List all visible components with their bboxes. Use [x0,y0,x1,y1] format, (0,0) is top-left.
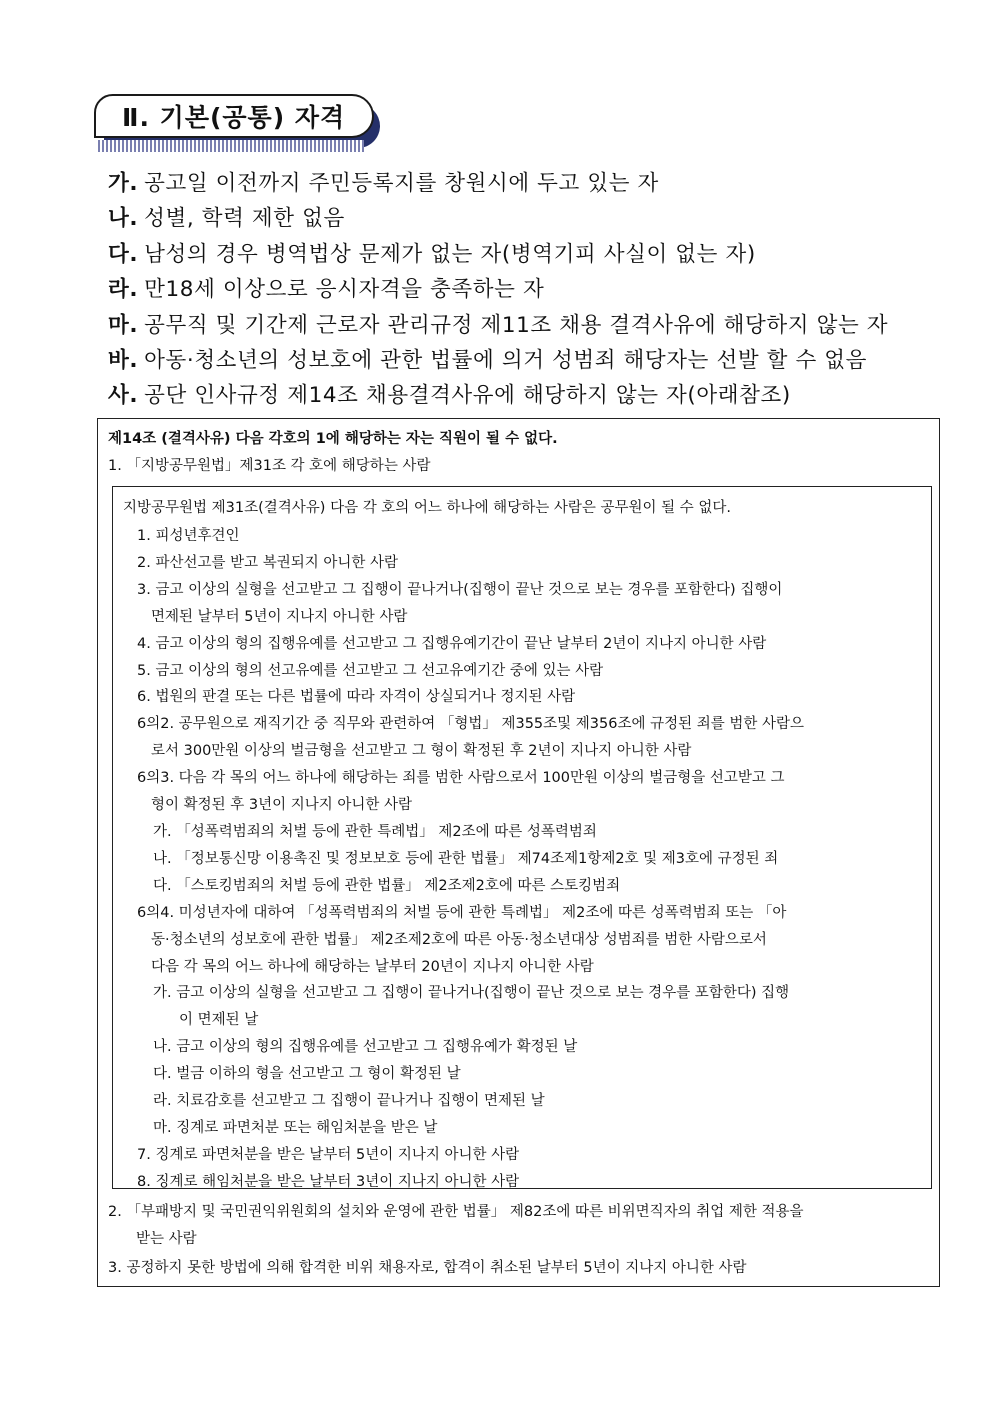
law31-line: 나. 「정보통신망 이용촉진 및 정보보호 등에 관한 법률」 제74조제1항제2호 및 제3호에 규정된 죄 [153,850,779,867]
law31-line: 5. 금고 이상의 형의 선고유예를 선고받고 그 선고유예기간 중에 있는 사람 [137,662,604,679]
requirement-marker: 사. [108,383,139,409]
requirements-list [108,166,948,414]
law31-line: 6의2. 공무원으로 재직기간 중 직무와 관련하여 「형법」 제355조및 제356조에 규정된 죄를 범한 사람으 [137,716,804,733]
requirement-marker: 나. [108,206,139,232]
requirement-item [108,272,948,307]
requirement-text: 남성의 경우 병역법상 문제가 없는 자(병역기피 사실이 없는 자) [144,241,756,267]
article14-item1: 1. 「지방공무원법」제31조 각 호에 해당하는 사람 [108,458,431,474]
article14-item2-line: 2. 「부패방지 및 국민권익위원회의 설치와 운영에 관한 법률」 제82조에 따른 비위면직자의 취업 제한 적용을 [108,1204,804,1220]
requirement-marker: 라. [108,277,139,303]
law31-line: 8. 징계로 해임처분을 받은 날부터 3년이 지나지 아니한 사람 [137,1173,520,1190]
requirement-text: 공단 인사규정 제14조 채용결격사유에 해당하지 않는 자(아래참조) [144,383,791,409]
law31-title: 지방공무원법 제31조(결격사유) 다음 각 호의 어느 하나에 해당하는 사람은 공무원이 될 수 없다. [123,500,731,516]
article14-item2 [108,1199,804,1253]
law31-box [112,486,932,1189]
law31-line: 가. 금고 이상의 실형을 선고받고 그 집행이 끝나거나(집행이 끝난 것으로 보는 경우를 포함한다) 집행 [153,985,790,1002]
requirement-item [108,378,948,413]
article14-item3: 3. 공정하지 못한 방법에 의해 합격한 비위 채용자로, 합격이 취소된 날부터 5년이 지나지 아니한 사람 [108,1260,747,1276]
requirement-text: 아동·청소년의 성보호에 관한 법률에 의거 성범죄 해당자는 선발 할 수 없음 [144,347,867,373]
requirement-item [108,237,948,272]
section-heading: Ⅱ. 기본(공통) 자격 [94,94,374,138]
law31-line: 라. 치료감호를 선고받고 그 집행이 끝나거나 집행이 면제된 날 [153,1093,545,1110]
law31-line: 6의3. 다음 각 목의 어느 하나에 해당하는 죄를 범한 사람으로서 100만원 이상의 벌금형을 선고받고 그 [137,770,785,787]
law31-line: 다. 벌금 이하의 형을 선고받고 그 형이 확정된 날 [153,1066,461,1083]
law31-line: 나. 금고 이상의 형의 집행유예를 선고받고 그 집행유예가 확정된 날 [153,1039,578,1056]
law31-line: 2. 파산선고를 받고 복권되지 아니한 사람 [137,554,398,571]
article14-item2-line: 받는 사람 [136,1230,197,1247]
law31-line: 4. 금고 이상의 형의 집행유예를 선고받고 그 집행유예기간이 끝난 날부터 2년이 지나지 아니한 사람 [137,635,767,652]
requirement-text: 성별, 학력 제한 없음 [144,206,345,232]
requirement-item [108,166,948,201]
requirement-marker: 바. [108,347,139,373]
requirement-item [108,343,948,378]
article14-title: 제14조 (결격사유) 다음 각호의 1에 해당하는 자는 직원이 될 수 없다. [108,431,558,447]
law31-line: 동·청소년의 성보호에 관한 법률」 제2조제2호에 따른 아동·청소년대상 성범죄를 범한 사람으로서 [151,931,767,948]
section-header-underline [98,140,364,152]
requirement-text: 공무직 및 기간제 근로자 관리규정 제11조 채용 결격사유에 해당하지 않는 자 [144,312,889,338]
law31-line: 다음 각 목의 어느 하나에 해당하는 날부터 20년이 지나지 아니한 사람 [151,958,594,975]
law31-line: 다. 「스토킹범죄의 처벌 등에 관한 법률」 제2조제2호에 따른 스토킹범죄 [153,877,621,894]
requirement-text: 공고일 이전까지 주민등록지를 창원시에 두고 있는 자 [144,171,659,196]
law31-line: 6. 법원의 판결 또는 다른 법률에 따라 자격이 상실되거나 정지된 사람 [137,689,576,706]
law31-line: 면제된 날부터 5년이 지나지 아니한 사람 [151,608,408,625]
law31-line: 6의4. 미성년자에 대하여 「성폭력범죄의 처벌 등에 관한 특례법」 제2조에 따른 성폭력범죄 또는 「아 [137,904,787,921]
law31-line: 마. 징계로 파면처분 또는 해임처분을 받은 날 [153,1119,438,1136]
article14-box [97,418,940,1287]
law31-line: 가. 「성폭력범죄의 처벌 등에 관한 특례법」 제2조에 따른 성폭력범죄 [153,823,597,840]
requirement-item [108,308,948,343]
requirement-marker: 가. [108,171,139,196]
requirement-item [108,201,948,236]
law31-line: 이 면제된 날 [179,1012,259,1029]
requirement-marker: 다. [108,241,139,267]
law31-line: 로서 300만원 이상의 벌금형을 선고받고 그 형이 확정된 후 2년이 지나지 아니한 사람 [151,743,692,760]
requirement-marker: 마. [108,312,139,338]
law31-line: 형이 확정된 후 3년이 지나지 아니한 사람 [151,797,412,814]
law31-line: 3. 금고 이상의 실형을 선고받고 그 집행이 끝나거나(집행이 끝난 것으로 보는 경우를 포함한다) 집행이 [137,581,783,598]
requirement-text: 만18세 이상으로 응시자격을 충족하는 자 [144,277,545,303]
law31-line: 7. 징계로 파면처분을 받은 날부터 5년이 지나지 아니한 사람 [137,1146,520,1163]
law31-list [113,523,933,1196]
law31-line: 1. 피성년후견인 [137,528,240,544]
